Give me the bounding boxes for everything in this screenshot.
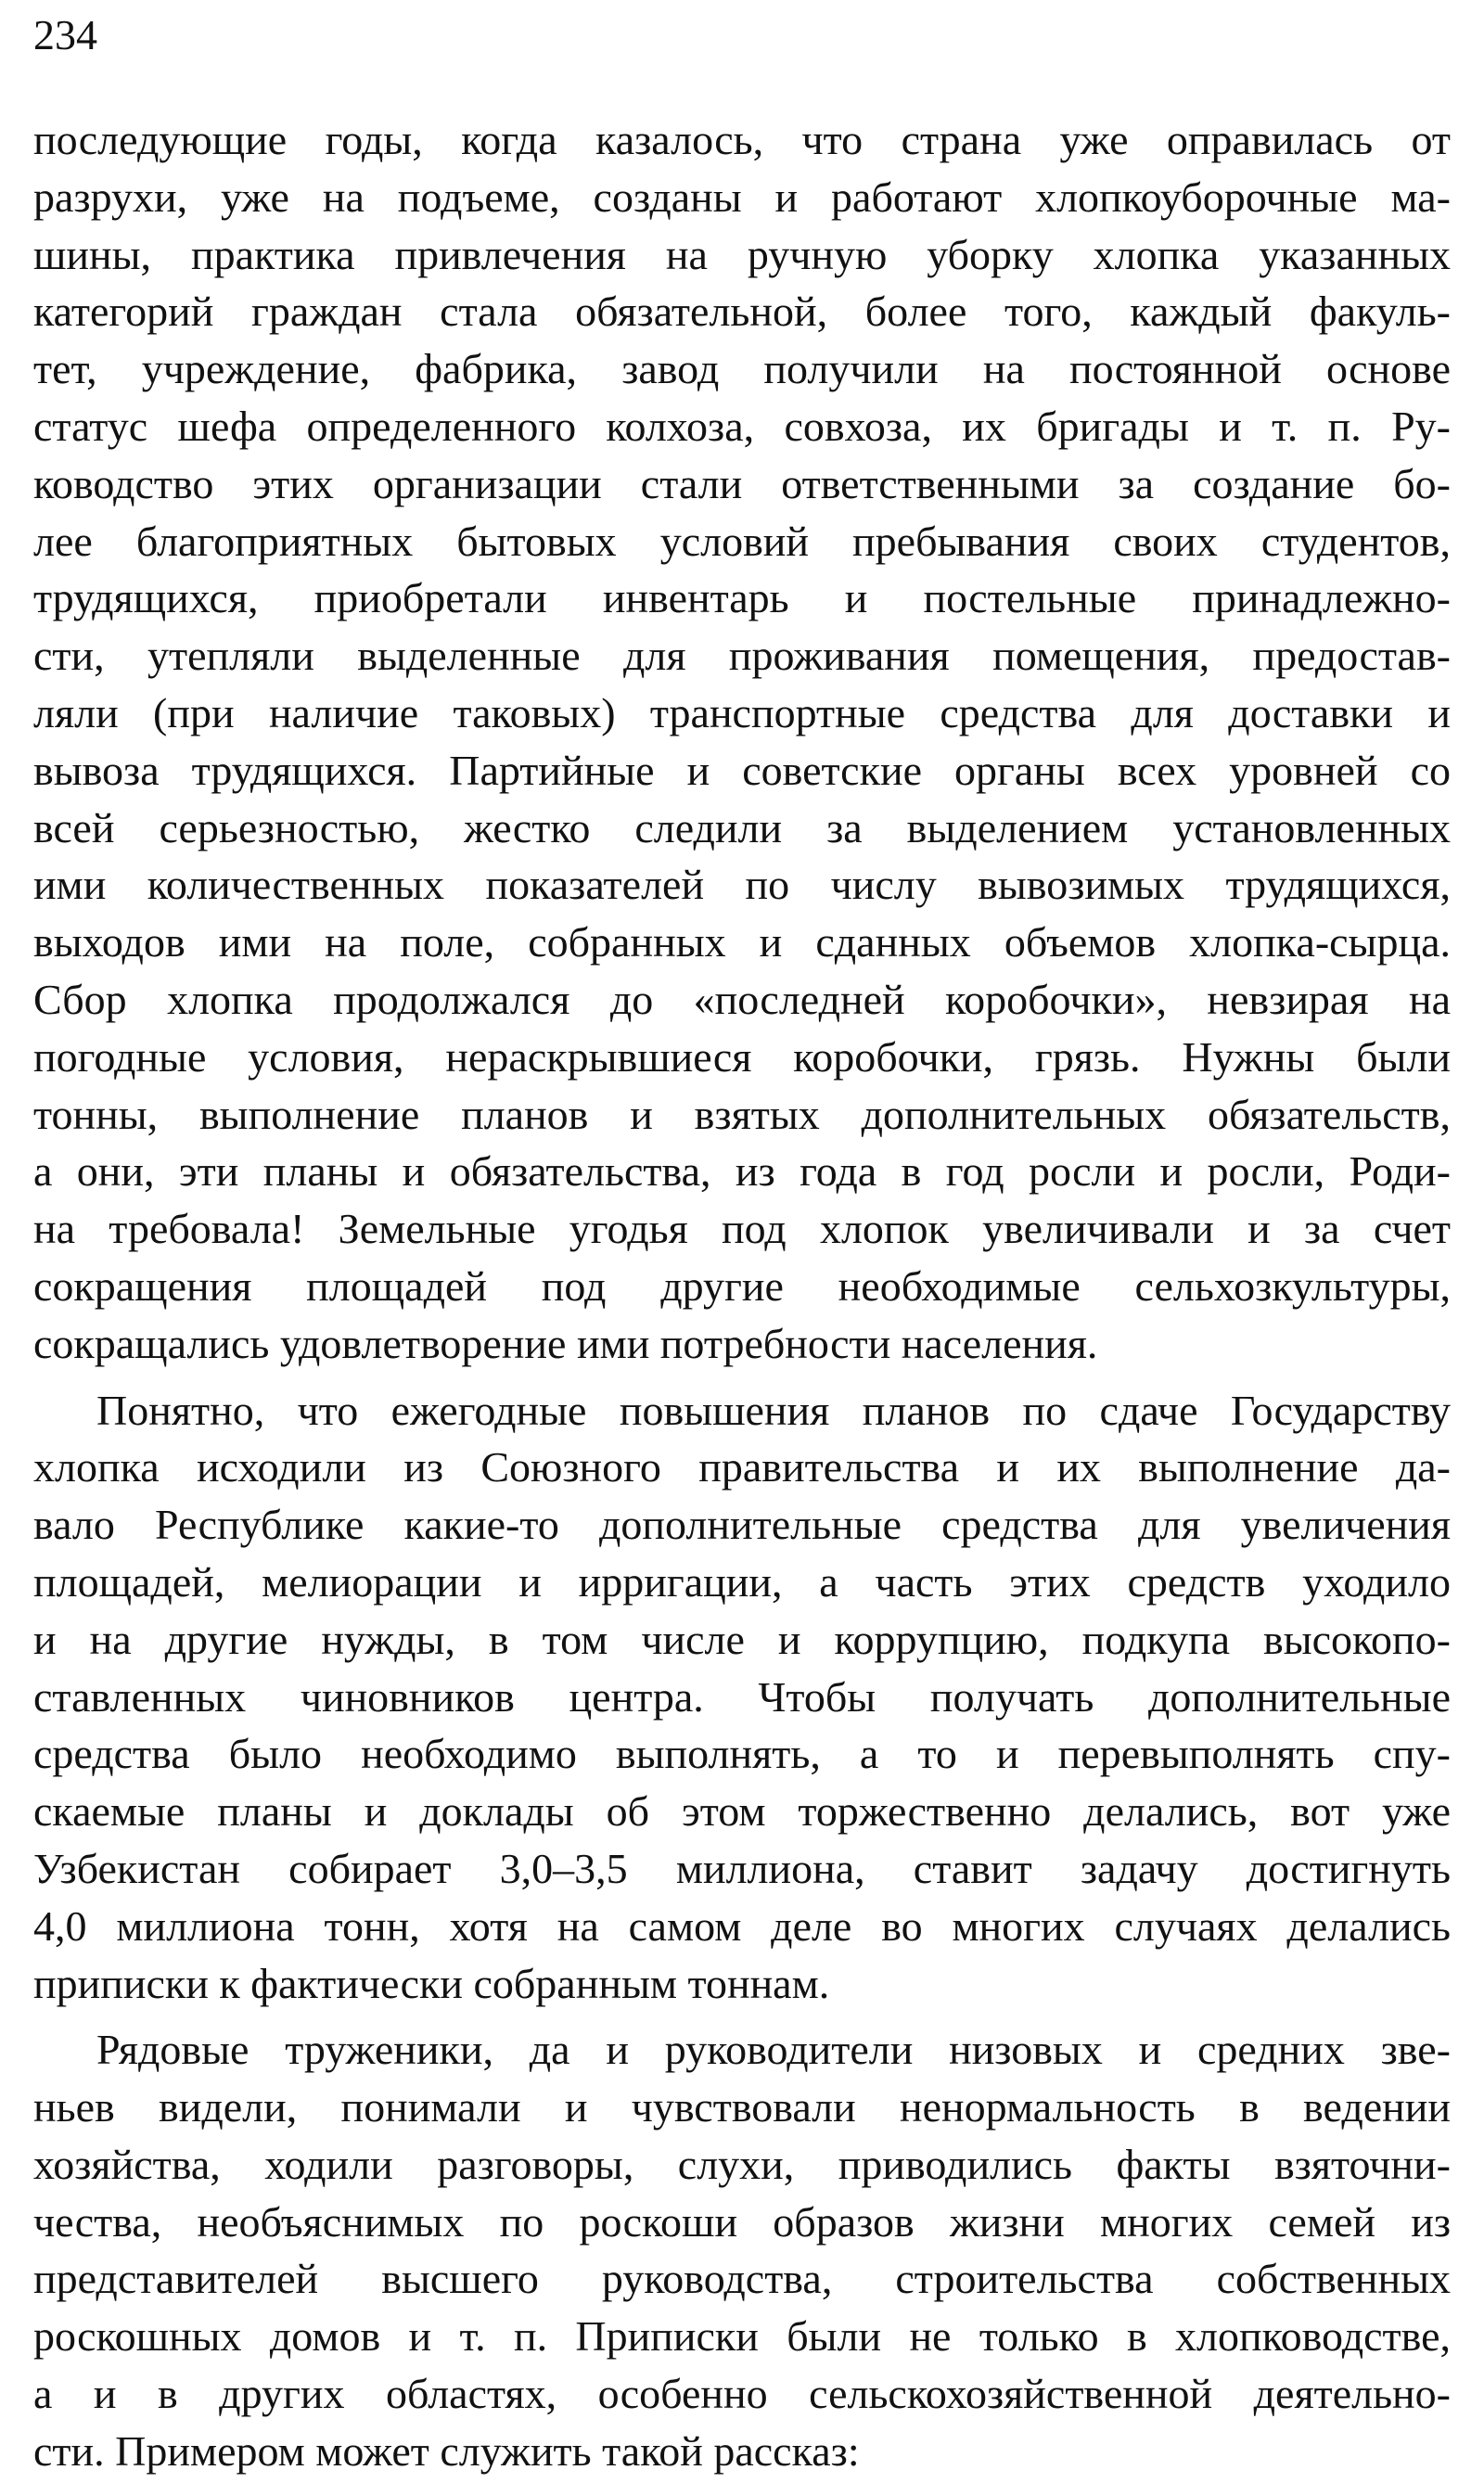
paragraph-gap [33,2012,1451,2021]
text-line: выходов ими на поле, собранных и сданных объемов хлопка-сырца. [33,918,1451,966]
text-line: чества, необъяснимых по роскоши образов жизни многих семей из [33,2197,1451,2246]
text-line: шины, практика привлечения на ручную уборку хлопка указанных [33,230,1451,278]
text-line: хлопка исходили из Союзного правительства и их выполнение да- [33,1443,1451,1491]
text-line: категорий граждан стала обязательной, более того, каждый факуль- [33,288,1451,336]
paragraph-3 [33,2021,1451,2479]
text-line: средства было необходимо выполнять, а то и перевыполнять спу- [33,1730,1451,1778]
text-line: трудящихся, приобретали инвентарь и постельные принадлежно- [33,574,1451,622]
text-line: хозяйства, ходили разговоры, слухи, приводились факты взяточни- [33,2140,1451,2188]
text-line: статус шефа определенного колхоза, совхоза, их бригады и т. п. Ру- [33,402,1451,450]
text-line: Сбор хлопка продолжался до «последней коробочки», невзирая на [33,975,1451,1023]
text-line: тонны, выполнение планов и взятых дополнительных обязательств, [33,1090,1451,1138]
text-line: роскошных домов и т. п. Приписки были не только в хлопководстве, [33,2312,1451,2361]
text-line: Узбекистан собирает 3,0–3,5 миллиона, ставит задачу достигнуть [33,1844,1451,1892]
page-number: 234 [33,11,97,58]
text-line: последующие годы, когда казалось, что страна уже оправилась от [33,116,1451,163]
text-line: Рядовые труженики, да и руководители низовых и средних зве- [96,2026,1451,2074]
text-line: а они, эти планы и обязательства, из года в год росли и росли, Роди- [33,1147,1451,1196]
text-line: погодные условия, нераскрывшиеся коробочки, грязь. Нужны были [33,1032,1451,1081]
paragraph-gap [33,1373,1451,1382]
text-line: вало Республике какие-то дополнительные средства для увеличения [33,1501,1451,1549]
paragraph-2 [33,1382,1451,2013]
text-line: ньев видели, понимали и чувствовали ненормальность в ведении [33,2083,1451,2131]
text-line: Понятно, что ежегодные повышения планов по сдаче Государству [96,1386,1451,1434]
body-text [33,111,1451,2480]
paragraph-1 [33,111,1451,1373]
text-line: разрухи, уже на подъеме, созданы и работают хлопкоуборочные ма- [33,173,1451,221]
text-line: ставленных чиновников центра. Чтобы получать дополнительные [33,1672,1451,1721]
text-line: скаемые планы и доклады об этом торжественно делались, вот уже [33,1787,1451,1836]
text-line: тет, учреждение, фабрика, завод получили на постоянной основе [33,345,1451,393]
text-line: сокращения площадей под другие необходимые сельхозкультуры, [33,1261,1451,1310]
text-line: сокращались удовлетворение ими потребности населения. [33,1319,1098,1367]
text-line: сти, утепляли выделенные для проживания помещения, предостав- [33,632,1451,680]
text-line: и на другие нужды, в том числе и коррупцию, подкупа высокопо- [33,1615,1451,1663]
text-line: приписки к фактически собранным тоннам. [33,1959,830,2007]
text-line: ководство этих организации стали ответственными за создание бо- [33,459,1451,507]
text-line: ими количественных показателей по числу вывозимых трудящихся, [33,861,1451,909]
text-line: лее благоприятных бытовых условий пребывания своих студентов, [33,517,1451,565]
text-line: ляли (при наличие таковых) транспортные средства для доставки и [33,688,1451,736]
text-line: 4,0 миллиона тонн, хотя на самом деле во многих случаях делались [33,1901,1451,1950]
text-line: всей серьезностью, жестко следили за выделением установленных [33,803,1451,851]
text-line: представителей высшего руководства, строительства собственных [33,2255,1451,2303]
text-line: вывоза трудящихся. Партийные и советские органы всех уровней со [33,746,1451,794]
text-line: сти. Примером может служить такой рассказ: [33,2426,860,2475]
text-line: на требовала! Земельные угодья под хлопок увеличивали и за счет [33,1205,1451,1253]
text-line: площадей, мелиорации и ирригации, а часть этих средств уходило [33,1557,1451,1606]
text-line: а и в других областях, особенно сельскохозяйственной деятельно- [33,2370,1451,2418]
